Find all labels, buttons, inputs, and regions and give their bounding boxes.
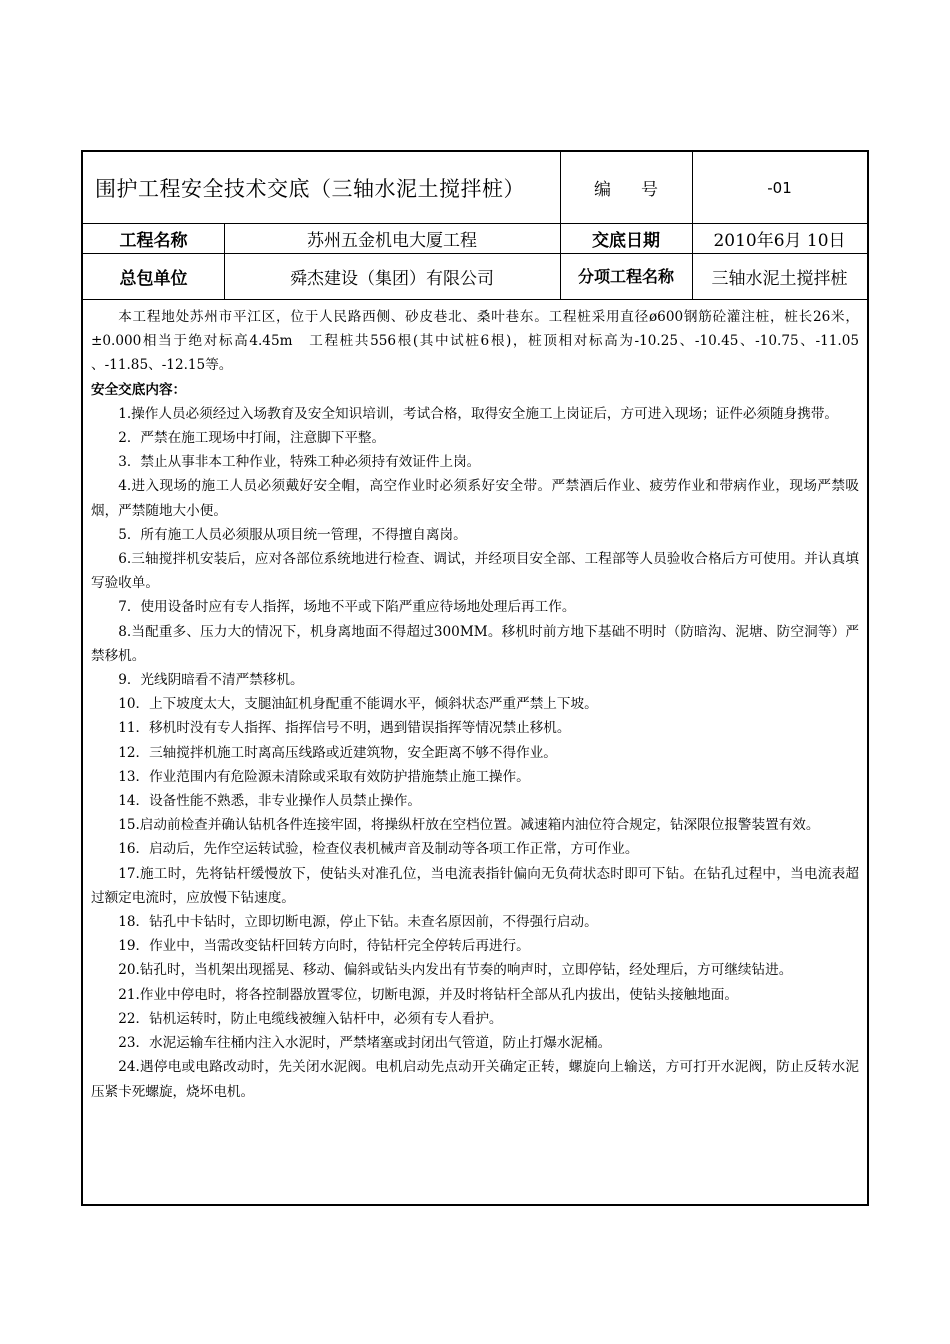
- sub-project-value: 三轴水泥土搅拌桩: [711, 269, 848, 289]
- safety-briefing-form: [81, 150, 869, 1206]
- list-item: 2．严禁在施工现场中打闹，注意脚下平整。: [118, 430, 386, 447]
- list-item: 9．光线阴暗看不清严禁移机。: [118, 672, 304, 689]
- list-item: 22．钻机运转时，防止电缆线被缠入钻杆中，必须有专人看护。: [118, 1010, 503, 1027]
- list-item: 12．三轴搅拌机施工时离高压线路或近建筑物，安全距离不够不得作业。: [118, 744, 557, 761]
- contractor-row: [83, 254, 867, 300]
- project-name-label: 工程名称: [119, 231, 188, 251]
- date-label: 交底日期: [592, 231, 660, 251]
- list-item: 19．作业中，当需改变钻杆回转方向时，待钻杆完全停转后再进行。: [118, 938, 530, 955]
- list-item: 4.进入现场的施工人员必须戴好安全帽，高空作业时必须系好安全带。严禁酒后作业、疲劳作业和带病作业，现场严禁吸烟，严禁随地大小便。: [91, 478, 859, 519]
- list-item: 6.三轴搅拌机安装后，应对各部位系统地进行检查、调试，并经项目安全部、工程部等人员验收合格后方可使用。并认真填写验收单。: [91, 551, 859, 592]
- sub-project-label: 分项工程名称: [577, 266, 674, 286]
- briefing-content: [83, 300, 867, 1204]
- form-title: 围护工程安全技术交底（三轴水泥土搅拌桩）: [95, 176, 525, 201]
- code-value: -01: [767, 178, 792, 197]
- list-item: 23．水泥运输车往桶内注入水泥时，严禁堵塞或封闭出气管道，防止打爆水泥桶。: [118, 1035, 612, 1052]
- list-item: 13．作业范围内有危险源未清除或采取有效防护措施禁止施工操作。: [118, 768, 530, 785]
- list-item: 7．使用设备时应有专人指挥，场地不平或下陷严重应待场地处理后再工作。: [118, 599, 576, 616]
- project-name-value: 苏州五金机电大厦工程: [307, 231, 477, 251]
- contractor-label: 总包单位: [119, 269, 188, 289]
- list-item: 16．启动后，先作空运转试验，检查仪表机械声音及制动等各项工作正常，方可作业。: [118, 841, 639, 858]
- list-item: 11．移机时没有专人指挥、指挥信号不明，遇到错误指挥等情况禁止移机。: [118, 720, 571, 737]
- project-row: [83, 224, 867, 254]
- header-row: [83, 152, 867, 224]
- list-item: 5．所有施工人员必须服从项目统一管理，不得擅自离岗。: [118, 526, 467, 543]
- code-label: 编号: [594, 180, 688, 200]
- list-item: 1.操作人员必须经过入场教育及安全知识培训，考试合格，取得安全施工上岗证后，方可进入现场；证件必须随身携带。: [118, 405, 839, 422]
- list-item: 3．禁止从事非本工种作业，特殊工种必须持有效证件上岗。: [118, 454, 481, 471]
- project-intro: 本工程地处苏州市平江区，位于人民路西侧、砂皮巷北、桑叶巷东。工程桩采用直径ø600钢筋砼灌注桩，桩长26米，±0.000相当于绝对标高4.45m 工程桩共556根(其中试桩6根)，桩顶相对标高为-10.25、-10.45、-10.75、-11.05 、-11.85、-12.15等。: [91, 309, 859, 374]
- list-item: 24.遇停电或电路改动时，先关闭水泥阀。电机启动先点动开关确定正转，螺旋向上输送，方可打开水泥阀，防止反转水泥压紧卡死螺旋，烧坏电机。: [91, 1059, 859, 1100]
- list-item: 17.施工时，先将钻杆缓慢放下，使钻头对准孔位，当电流表指针偏向无负荷状态时即可下钻。在钻孔过程中，当电流表超过额定电流时，应放慢下钻速度。: [91, 865, 859, 906]
- section-title: 安全交底内容：: [91, 381, 187, 398]
- date-value: 2010年6月 10日: [713, 231, 846, 251]
- list-item: 21.作业中停电时，将各控制器放置零位，切断电源，并及时将钻杆全部从孔内拔出，使钻头接触地面。: [118, 986, 738, 1003]
- contractor-value: 舜杰建设（集团）有限公司: [290, 269, 494, 289]
- list-item: 20.钻孔时，当机架出现摇晃、移动、偏斜或钻头内发出有节奏的响声时，立即停钻，经处理后，方可继续钻进。: [118, 962, 793, 979]
- list-item: 8.当配重多、压力大的情况下，机身离地面不得超过300MM。移机时前方地下基础不明时（防暗沟、泥塘、防空洞等）严禁移机。: [91, 623, 859, 664]
- list-item: 10．上下坡度太大，支腿油缸机身配重不能调水平，倾斜状态严重严禁上下坡。: [118, 696, 598, 713]
- list-item: 15.启动前检查并确认钻机各件连接牢固，将操纵杆放在空档位置。减速箱内油位符合规定，钻深限位报警装置有效。: [118, 817, 820, 834]
- list-item: 18．钻孔中卡钻时，立即切断电源，停止下钻。未查名原因前，不得强行启动。: [118, 914, 598, 931]
- list-item: 14．设备性能不熟悉，非专业操作人员禁止操作。: [118, 793, 421, 810]
